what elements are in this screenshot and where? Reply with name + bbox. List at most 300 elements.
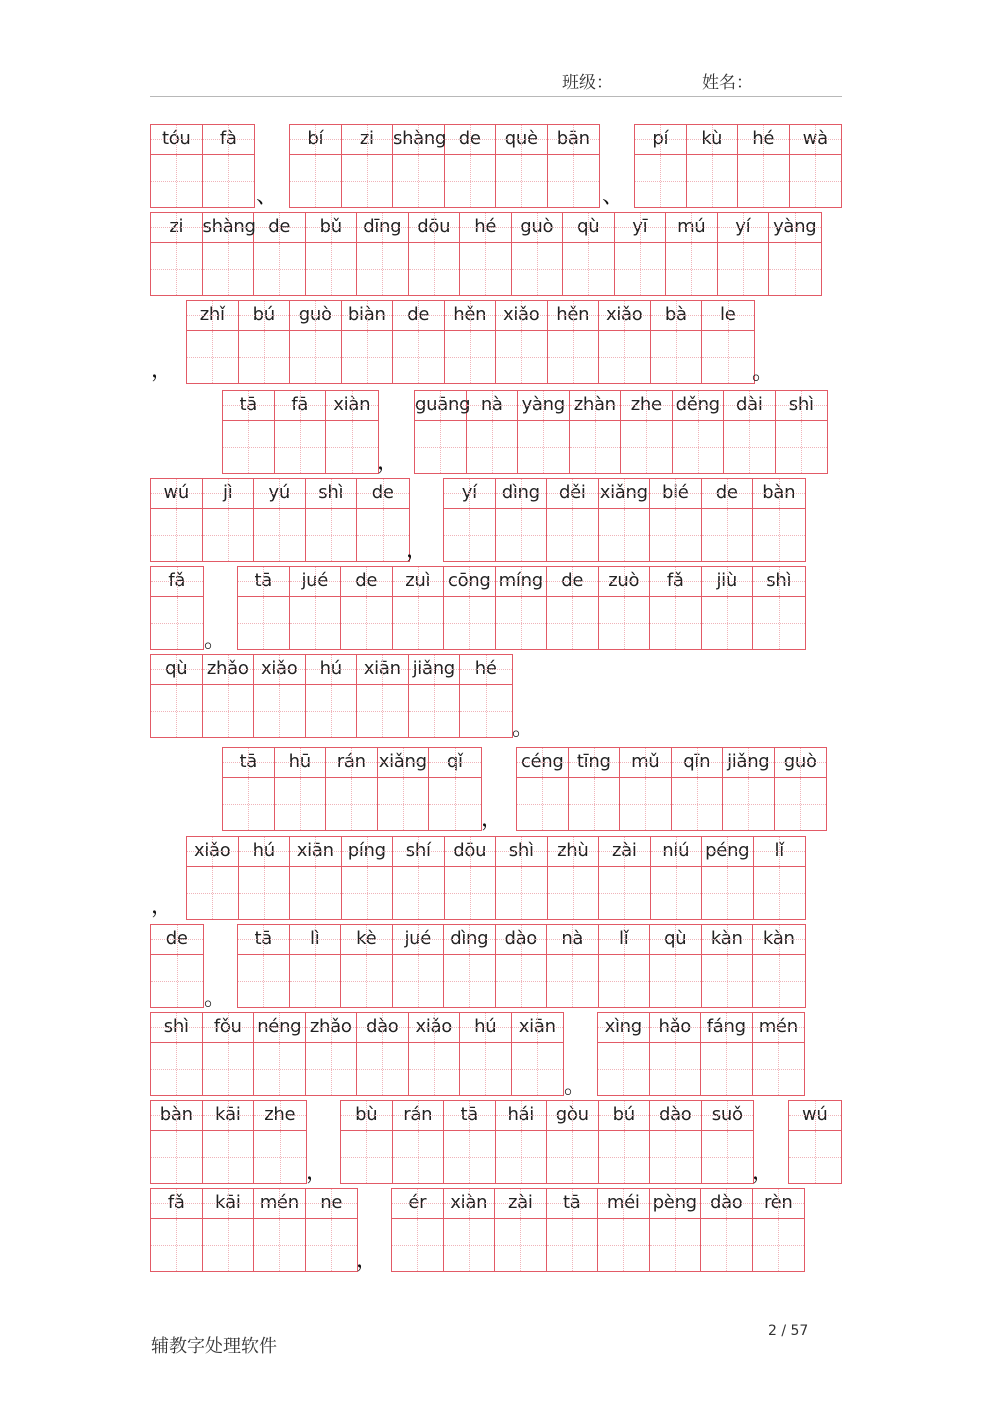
grid-row [0, 924, 992, 1011]
pinyin-syllable: yú [254, 479, 305, 509]
pinyin-syllable: tā [444, 1101, 495, 1131]
character-cell [254, 1189, 306, 1271]
hanzi-writing-box[interactable] [290, 955, 341, 1007]
pinyin-syllable: xiàn [326, 391, 378, 421]
punctuation-mark: ， [752, 1160, 775, 1185]
hanzi-writing-box[interactable] [496, 867, 547, 919]
character-cell [444, 567, 496, 649]
character-cell [673, 391, 725, 473]
pinyin-syllable: nà [467, 391, 518, 421]
pinyin-syllable: děi [547, 479, 598, 509]
character-cell [239, 301, 291, 383]
hanzi-writing-box[interactable] [615, 243, 666, 295]
character-cell [342, 125, 394, 207]
hanzi-writing-box[interactable] [254, 1043, 305, 1095]
character-cell [496, 1101, 548, 1183]
hanzi-writing-box[interactable] [326, 778, 377, 830]
pinyin-syllable: de [151, 925, 203, 955]
pinyin-syllable: kāi [203, 1101, 254, 1131]
pinyin-syllable: lǐ [599, 925, 650, 955]
hanzi-writing-box[interactable] [512, 1043, 564, 1095]
character-cell [620, 748, 672, 830]
hanzi-writing-box[interactable] [702, 331, 754, 383]
grid-row [0, 747, 992, 831]
character-cell [650, 479, 702, 561]
character-cell [290, 125, 342, 207]
hanzi-writing-box[interactable] [238, 955, 289, 1007]
pinyin-syllable: hěn [548, 301, 599, 331]
hanzi-writing-box[interactable] [753, 509, 805, 561]
character-cell [409, 655, 461, 737]
hanzi-writing-box[interactable] [239, 331, 290, 383]
character-cell [275, 748, 327, 830]
hanzi-writing-box[interactable] [326, 421, 378, 473]
hanzi-writing-box[interactable] [409, 685, 460, 737]
pinyin-syllable: fǒu [203, 1013, 254, 1043]
hanzi-writing-box[interactable] [341, 955, 392, 1007]
hanzi-writing-box[interactable] [548, 155, 600, 207]
character-cell [275, 391, 327, 473]
hanzi-writing-box[interactable] [495, 1219, 546, 1271]
pinyin-syllable: bí [290, 125, 341, 155]
hanzi-writing-box[interactable] [635, 155, 686, 207]
hanzi-writing-box[interactable] [789, 1131, 841, 1183]
hanzi-writing-box[interactable] [570, 421, 621, 473]
character-cell [598, 1189, 650, 1271]
pinyin-syllable: zài [495, 1189, 546, 1219]
pinyin-syllable: jiù [702, 567, 753, 597]
pinyin-syllable: bān [548, 125, 600, 155]
character-cell [651, 837, 703, 919]
hanzi-writing-box[interactable] [650, 1043, 701, 1095]
character-cell [393, 837, 445, 919]
pinyin-syllable: zhe [254, 1101, 306, 1131]
hanzi-writing-box[interactable] [599, 955, 650, 1007]
pinyin-syllable: shì [776, 391, 828, 421]
pinyin-syllable: fǎ [151, 1189, 202, 1219]
hanzi-writing-box[interactable] [187, 331, 238, 383]
pinyin-syllable: shí [393, 837, 444, 867]
hanzi-writing-box[interactable] [702, 867, 753, 919]
grid-row [0, 478, 992, 562]
hanzi-writing-box[interactable] [460, 685, 512, 737]
pinyin-syllable: yàng [518, 391, 569, 421]
hanzi-writing-box[interactable] [275, 421, 326, 473]
hanzi-writing-box[interactable] [651, 331, 702, 383]
hanzi-writing-box[interactable] [409, 243, 460, 295]
hanzi-writing-box[interactable] [753, 597, 805, 649]
character-cell [238, 567, 290, 649]
hanzi-writing-box[interactable] [790, 155, 842, 207]
hanzi-writing-box[interactable] [203, 243, 254, 295]
hanzi-writing-box[interactable] [547, 1219, 598, 1271]
hanzi-writing-box[interactable] [342, 155, 393, 207]
hanzi-writing-box[interactable] [702, 509, 753, 561]
hanzi-writing-box[interactable] [342, 867, 393, 919]
writing-grid-group [391, 1188, 805, 1272]
hanzi-writing-box[interactable] [445, 867, 496, 919]
pinyin-syllable: tā [238, 925, 289, 955]
character-cell [187, 837, 239, 919]
hanzi-writing-box[interactable] [496, 1131, 547, 1183]
character-cell [512, 213, 564, 295]
hanzi-writing-box[interactable] [415, 421, 466, 473]
hanzi-writing-box[interactable] [203, 155, 255, 207]
hanzi-writing-box[interactable] [203, 685, 254, 737]
character-cell [702, 1101, 754, 1183]
hanzi-writing-box[interactable] [290, 331, 341, 383]
hanzi-writing-box[interactable] [460, 1043, 511, 1095]
pinyin-syllable: shì [496, 837, 547, 867]
hanzi-writing-box[interactable] [290, 597, 341, 649]
pinyin-syllable: xiǎng [378, 748, 429, 778]
character-cell [290, 567, 342, 649]
hanzi-writing-box[interactable] [718, 243, 769, 295]
hanzi-writing-box[interactable] [223, 421, 274, 473]
hanzi-writing-box[interactable] [151, 1219, 202, 1271]
pinyin-syllable: fà [203, 125, 255, 155]
character-cell [563, 213, 615, 295]
hanzi-writing-box[interactable] [701, 1043, 752, 1095]
character-cell [496, 301, 548, 383]
pinyin-syllable: hú [306, 655, 357, 685]
pinyin-syllable: tīng [569, 748, 620, 778]
pinyin-syllable: fǎ [650, 567, 701, 597]
punctuation-mark: 、 [256, 184, 279, 209]
pinyin-syllable: bǔ [306, 213, 357, 243]
pinyin-syllable: kàn [702, 925, 753, 955]
pinyin-syllable: nà [547, 925, 598, 955]
hanzi-writing-box[interactable] [409, 1043, 460, 1095]
hanzi-writing-box[interactable] [254, 243, 305, 295]
hanzi-writing-box[interactable] [203, 1043, 254, 1095]
pinyin-syllable: xìng [598, 1013, 649, 1043]
hanzi-writing-box[interactable] [151, 597, 203, 649]
hanzi-writing-box[interactable] [769, 243, 821, 295]
character-cell [203, 125, 255, 207]
hanzi-writing-box[interactable] [598, 1043, 649, 1095]
hanzi-writing-box[interactable] [547, 597, 598, 649]
pinyin-syllable: hé [738, 125, 789, 155]
pinyin-syllable: de [357, 479, 409, 509]
writing-grid-group [186, 836, 806, 920]
character-cell [290, 837, 342, 919]
character-cell [239, 837, 291, 919]
pinyin-syllable: kāi [203, 1189, 254, 1219]
character-cell [306, 213, 358, 295]
hanzi-writing-box[interactable] [393, 597, 444, 649]
hanzi-writing-box[interactable] [306, 1219, 358, 1271]
hanzi-writing-box[interactable] [151, 685, 202, 737]
character-cell [429, 748, 481, 830]
hanzi-writing-box[interactable] [776, 421, 828, 473]
punctuation-mark: 。 [752, 360, 775, 385]
pinyin-syllable: tā [223, 391, 274, 421]
hanzi-writing-box[interactable] [203, 509, 254, 561]
hanzi-writing-box[interactable] [357, 509, 409, 561]
hanzi-writing-box[interactable] [496, 955, 547, 1007]
character-cell [790, 125, 842, 207]
hanzi-writing-box[interactable] [702, 955, 753, 1007]
character-cell [393, 567, 445, 649]
character-cell [547, 1101, 599, 1183]
hanzi-writing-box[interactable] [547, 1131, 598, 1183]
hanzi-writing-box[interactable] [702, 1131, 754, 1183]
hanzi-writing-box[interactable] [254, 1219, 305, 1271]
punctuation-mark: 。 [204, 986, 227, 1011]
hanzi-writing-box[interactable] [392, 1219, 443, 1271]
hanzi-writing-box[interactable] [599, 1131, 650, 1183]
character-cell [547, 479, 599, 561]
pinyin-syllable: zi [151, 213, 202, 243]
hanzi-writing-box[interactable] [467, 421, 518, 473]
character-cell [753, 567, 805, 649]
character-cell [496, 837, 548, 919]
hanzi-writing-box[interactable] [223, 778, 274, 830]
hanzi-writing-box[interactable] [496, 155, 547, 207]
writing-grid-group [516, 747, 827, 831]
pinyin-syllable: dìng [444, 925, 495, 955]
character-cell [701, 1189, 753, 1271]
hanzi-writing-box[interactable] [598, 1219, 649, 1271]
hanzi-writing-box[interactable] [151, 155, 202, 207]
writing-grid-group [289, 124, 600, 208]
hanzi-writing-box[interactable] [341, 597, 392, 649]
pinyin-syllable: xiǎng [599, 479, 650, 509]
hanzi-writing-box[interactable] [724, 421, 775, 473]
pinyin-syllable: le [702, 301, 754, 331]
pinyin-syllable: bàn [151, 1101, 202, 1131]
pinyin-syllable: xiǎo [187, 837, 238, 867]
hanzi-writing-box[interactable] [151, 509, 202, 561]
hanzi-writing-box[interactable] [239, 867, 290, 919]
grid-row [0, 1100, 992, 1184]
character-cell [724, 391, 776, 473]
hanzi-writing-box[interactable] [753, 1219, 805, 1271]
character-cell [342, 837, 394, 919]
pinyin-syllable: rán [326, 748, 377, 778]
hanzi-writing-box[interactable] [393, 955, 444, 1007]
writing-grid-group [237, 566, 806, 650]
hanzi-writing-box[interactable] [687, 155, 738, 207]
hanzi-writing-box[interactable] [701, 1219, 752, 1271]
character-cell [306, 479, 358, 561]
hanzi-writing-box[interactable] [723, 778, 774, 830]
character-cell [518, 391, 570, 473]
pinyin-syllable: zi [342, 125, 393, 155]
hanzi-writing-box[interactable] [548, 331, 599, 383]
character-cell [789, 1101, 841, 1183]
character-cell [672, 748, 724, 830]
writing-grid-group [634, 124, 842, 208]
pinyin-syllable: bàn [753, 479, 805, 509]
hanzi-writing-box[interactable] [203, 1219, 254, 1271]
hanzi-writing-box[interactable] [518, 421, 569, 473]
character-cell [702, 925, 754, 1007]
pinyin-syllable: rán [393, 1101, 444, 1131]
character-cell [151, 1013, 203, 1095]
hanzi-writing-box[interactable] [187, 867, 238, 919]
hanzi-writing-box[interactable] [517, 778, 568, 830]
hanzi-writing-box[interactable] [151, 1043, 202, 1095]
hanzi-writing-box[interactable] [444, 597, 495, 649]
character-cell [650, 567, 702, 649]
character-cell [547, 925, 599, 1007]
grid-row [0, 212, 992, 296]
pinyin-syllable: qīn [672, 748, 723, 778]
hanzi-writing-box[interactable] [378, 778, 429, 830]
writing-grid-group [597, 1012, 805, 1096]
name-label: 姓名： [702, 73, 753, 93]
pinyin-syllable: hǎo [650, 1013, 701, 1043]
character-cell [203, 655, 255, 737]
character-cell [341, 925, 393, 1007]
pinyin-syllable: bà [651, 301, 702, 331]
character-cell [754, 837, 806, 919]
character-cell [393, 1101, 445, 1183]
hanzi-writing-box[interactable] [672, 778, 723, 830]
hanzi-writing-box[interactable] [203, 1131, 254, 1183]
grid-row [0, 1012, 992, 1099]
hanzi-writing-box[interactable] [445, 331, 496, 383]
character-cell [635, 125, 687, 207]
character-cell [254, 213, 306, 295]
hanzi-writing-box[interactable] [599, 597, 650, 649]
hanzi-writing-box[interactable] [563, 243, 614, 295]
hanzi-writing-box[interactable] [290, 867, 341, 919]
hanzi-writing-box[interactable] [445, 155, 496, 207]
pinyin-syllable: zuò [599, 567, 650, 597]
hanzi-writing-box[interactable] [341, 1131, 392, 1183]
character-cell [151, 567, 203, 649]
hanzi-writing-box[interactable] [306, 509, 357, 561]
hanzi-writing-box[interactable] [599, 509, 650, 561]
pinyin-syllable: bù [341, 1101, 392, 1131]
hanzi-writing-box[interactable] [444, 1131, 495, 1183]
pinyin-syllable: hé [460, 655, 512, 685]
hanzi-writing-box[interactable] [496, 597, 547, 649]
hanzi-writing-box[interactable] [547, 509, 598, 561]
character-cell [306, 1013, 358, 1095]
pinyin-syllable: què [496, 125, 547, 155]
hanzi-writing-box[interactable] [599, 867, 650, 919]
character-cell [444, 1101, 496, 1183]
hanzi-writing-box[interactable] [254, 685, 305, 737]
hanzi-writing-box[interactable] [238, 597, 289, 649]
grid-row [0, 300, 992, 384]
hanzi-writing-box[interactable] [496, 509, 547, 561]
hanzi-writing-box[interactable] [342, 331, 393, 383]
hanzi-writing-box[interactable] [306, 685, 357, 737]
pinyin-syllable: fǎ [151, 567, 203, 597]
writing-grid-group [222, 390, 379, 474]
character-cell [393, 925, 445, 1007]
hanzi-writing-box[interactable] [620, 778, 671, 830]
character-cell [357, 479, 409, 561]
pinyin-syllable: méi [598, 1189, 649, 1219]
hanzi-writing-box[interactable] [599, 331, 650, 383]
hanzi-writing-box[interactable] [512, 243, 563, 295]
punctuation-mark: 。 [564, 1074, 587, 1099]
hanzi-writing-box[interactable] [275, 778, 326, 830]
writing-grid-group [443, 478, 806, 562]
hanzi-writing-box[interactable] [393, 331, 444, 383]
writing-grid-group [788, 1100, 842, 1184]
hanzi-writing-box[interactable] [650, 1219, 701, 1271]
hanzi-writing-box[interactable] [650, 1131, 701, 1183]
hanzi-writing-box[interactable] [621, 421, 672, 473]
character-cell [254, 479, 306, 561]
hanzi-writing-box[interactable] [548, 867, 599, 919]
hanzi-writing-box[interactable] [547, 955, 598, 1007]
hanzi-writing-box[interactable] [496, 331, 547, 383]
hanzi-writing-box[interactable] [357, 243, 408, 295]
pinyin-syllable: xiǎo [496, 301, 547, 331]
hanzi-writing-box[interactable] [753, 955, 805, 1007]
hanzi-writing-box[interactable] [673, 421, 724, 473]
pinyin-syllable: cōng [444, 567, 495, 597]
hanzi-writing-box[interactable] [306, 1043, 357, 1095]
hanzi-writing-box[interactable] [650, 509, 701, 561]
character-cell [409, 213, 461, 295]
hanzi-writing-box[interactable] [444, 1219, 495, 1271]
hanzi-writing-box[interactable] [151, 243, 202, 295]
hanzi-writing-box[interactable] [738, 155, 789, 207]
hanzi-writing-box[interactable] [393, 155, 444, 207]
header-rule [150, 96, 842, 97]
hanzi-writing-box[interactable] [444, 509, 495, 561]
hanzi-writing-box[interactable] [569, 778, 620, 830]
pinyin-syllable: dào [496, 925, 547, 955]
character-cell [687, 125, 739, 207]
hanzi-writing-box[interactable] [254, 509, 305, 561]
hanzi-writing-box[interactable] [357, 685, 408, 737]
hanzi-writing-box[interactable] [754, 867, 806, 919]
hanzi-writing-box[interactable] [151, 955, 203, 1007]
hanzi-writing-box[interactable] [666, 243, 717, 295]
character-cell [341, 1101, 393, 1183]
hanzi-writing-box[interactable] [429, 778, 481, 830]
hanzi-writing-box[interactable] [444, 955, 495, 1007]
hanzi-writing-box[interactable] [702, 597, 753, 649]
hanzi-writing-box[interactable] [151, 1131, 202, 1183]
character-cell [393, 301, 445, 383]
character-cell [326, 391, 378, 473]
character-cell [151, 125, 203, 207]
hanzi-writing-box[interactable] [357, 1043, 408, 1095]
hanzi-writing-box[interactable] [650, 955, 701, 1007]
pinyin-syllable: shàng [393, 125, 444, 155]
hanzi-writing-box[interactable] [460, 243, 511, 295]
character-cell [444, 1189, 496, 1271]
hanzi-writing-box[interactable] [393, 1131, 444, 1183]
hanzi-writing-box[interactable] [393, 867, 444, 919]
pinyin-syllable: rèn [753, 1189, 805, 1219]
character-cell [650, 925, 702, 1007]
pinyin-syllable: de [702, 479, 753, 509]
hanzi-writing-box[interactable] [753, 1043, 805, 1095]
character-cell [306, 1189, 358, 1271]
pinyin-syllable: péng [702, 837, 753, 867]
hanzi-writing-box[interactable] [254, 1131, 306, 1183]
writing-grid-group [150, 212, 822, 296]
hanzi-writing-box[interactable] [650, 597, 701, 649]
hanzi-writing-box[interactable] [775, 778, 827, 830]
pinyin-syllable: de [547, 567, 598, 597]
hanzi-writing-box[interactable] [651, 867, 702, 919]
hanzi-writing-box[interactable] [306, 243, 357, 295]
hanzi-writing-box[interactable] [290, 155, 341, 207]
